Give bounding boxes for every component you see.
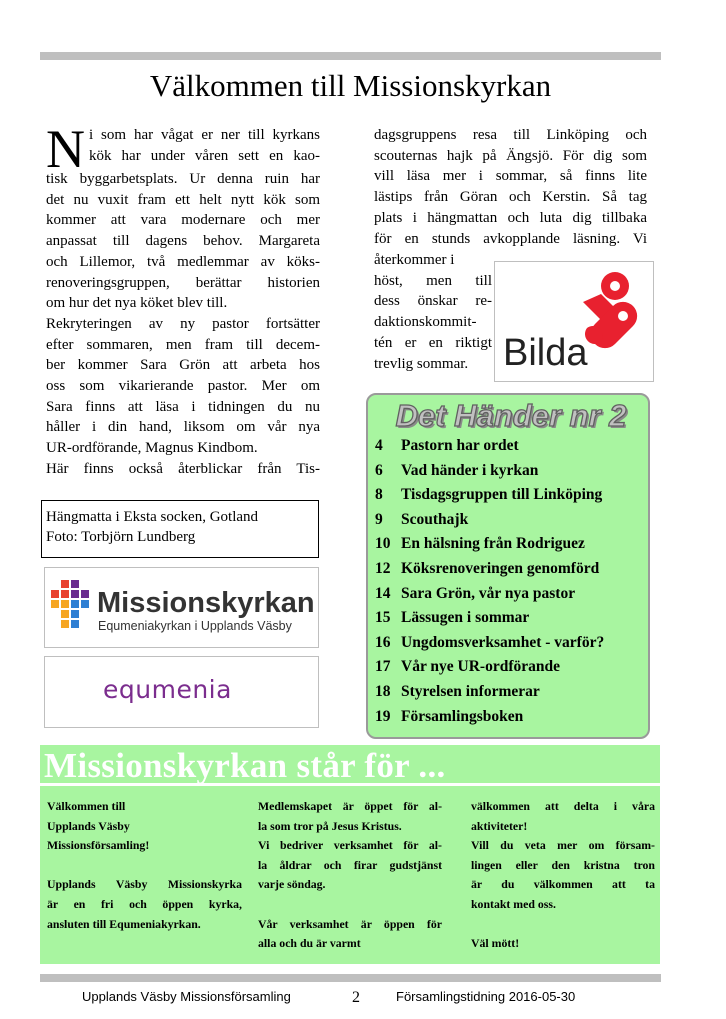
event-title: Pastorn har ordet	[401, 437, 519, 454]
stand-line: ansluten till Equmeniakyrkan.	[47, 916, 201, 931]
article-line: plats i hängmattan och luta dig tillbaka	[374, 209, 647, 226]
article-line: i som har vågat er ner till kyrkans	[89, 127, 320, 143]
event-item	[375, 510, 468, 530]
stand-line: Medlemskapet är öppet för al-	[258, 799, 442, 813]
article-line: höst, men till	[374, 272, 492, 289]
article-line: kök har under våren sett en kao-	[89, 147, 320, 164]
article-line: håller i din hand, liksom om vår nya	[46, 419, 320, 436]
event-title: Vad händer i kyrkan	[401, 461, 539, 479]
stand-line: varje söndag.	[258, 877, 326, 892]
stand-spacer	[47, 856, 242, 876]
stand-line: Upplands Väsby Missionskyrka	[47, 877, 242, 892]
cross-cell	[81, 590, 89, 598]
article-line: efter sommaren, men fram till decem-	[46, 336, 320, 353]
article-lines-col2-narrow	[374, 250, 492, 374]
stand-line: lingen eller den kristna tron	[471, 857, 655, 872]
top-rule	[40, 52, 661, 60]
article-line: Sara finns att läsa i tidningen du nu	[46, 398, 320, 415]
bilda-logo	[494, 261, 654, 382]
stand-spacer	[258, 895, 442, 915]
article-column-1	[46, 119, 320, 480]
stand-line: la åldrar och firar gudstjänst	[258, 857, 442, 872]
stand-line: är en fri och öppen kyrka,	[47, 896, 242, 911]
cross-cell	[71, 590, 79, 598]
stand-body	[40, 786, 660, 964]
cross-cell	[71, 610, 79, 618]
stand-line: Vill du veta mer om försam-	[471, 838, 655, 853]
article-line: anpassat till dagens behov. Margareta	[46, 233, 320, 250]
event-item	[375, 436, 519, 456]
stand-line: Upplands Väsby	[47, 818, 130, 833]
event-item	[375, 633, 604, 653]
event-page-number: 12	[375, 560, 391, 577]
event-item	[375, 461, 538, 481]
page-title: Välkommen till Missionskyrkan	[149, 68, 552, 103]
event-item	[375, 707, 523, 727]
article-line: dagsgruppens resa till Linköping och	[374, 127, 647, 143]
event-page-number: 19	[375, 707, 391, 725]
footer-left: Upplands Väsby Missionsförsamling	[82, 989, 291, 1004]
article-line: daktionskommit-	[374, 314, 477, 331]
event-page-number: 16	[375, 633, 391, 651]
missionskyrkan-logo-graphic	[45, 568, 317, 646]
event-item	[375, 682, 540, 702]
article-line: det nu vuxit fram ett helt nytt kök som	[46, 191, 320, 208]
article-line: dess önskar re-	[374, 293, 492, 310]
event-title: Scouthajk	[401, 510, 469, 528]
photo-caption	[41, 500, 319, 558]
cross-cell	[61, 590, 69, 598]
article-line: vill läsa mer i sommar, så finns lite	[374, 168, 647, 185]
event-item	[375, 657, 560, 677]
article-line: Här finns också återblickar från Tis-	[46, 460, 320, 477]
article-line: renoveringsgruppen, berättar historien	[46, 274, 320, 291]
event-title: Tisdagsgruppen till Linköping	[401, 486, 603, 504]
caption-line-2: Foto: Torbjörn Lundberg	[46, 529, 196, 545]
missionskyrkan-logo	[44, 567, 319, 648]
cross-cell	[81, 600, 89, 608]
stand-column-2	[258, 797, 442, 954]
article-line: Rekryteringen av ny pastor fortsätter	[46, 315, 320, 332]
stand-line: Vi bedriver verksamhet för al-	[258, 838, 442, 853]
stand-spacer	[471, 915, 655, 935]
drop-cap: N	[46, 119, 85, 179]
missionskyrkan-subtitle: Equmeniakyrkan i Upplands Väsby	[98, 619, 292, 633]
event-title: Sara Grön, vår nya pastor	[401, 584, 576, 602]
cross-cell	[71, 620, 79, 628]
article-lines-with-cap	[46, 125, 320, 166]
stand-line: kontakt med oss.	[471, 896, 556, 911]
event-page-number: 17	[375, 658, 391, 676]
cross-cell	[61, 600, 69, 608]
stand-line: la som tror på Jesus Kristus.	[258, 818, 402, 833]
caption-line-1: Hängmatta i Eksta socken, Gotland	[46, 509, 259, 525]
bilda-mark-icon	[583, 272, 637, 348]
article-line: oss som vikarierande pastor. Mer om	[46, 378, 320, 395]
event-item	[375, 584, 575, 604]
cross-cell	[71, 580, 79, 588]
stand-line: aktiviteter!	[471, 818, 528, 833]
article-line: för en stunds avkopplande läsning. Vi	[374, 230, 647, 247]
stand-line: alla och du är varmt	[258, 936, 361, 951]
article-line: scouternas hajk på Ängsjö. För dig som	[374, 147, 647, 164]
events-box	[366, 393, 650, 739]
cross-cell	[61, 620, 69, 628]
footer-right: Församlingstidning 2016-05-30	[396, 989, 576, 1004]
article-line: om hur det nya köket blev till.	[46, 295, 228, 312]
stand-line: Vår verksamhet är öppen för	[258, 916, 442, 931]
cross-grid-icon	[51, 580, 89, 628]
article-line: lästips från Göran och Kerstin. Så tag	[374, 189, 647, 206]
event-title: Församlingsboken	[401, 707, 524, 725]
events-title: Det Händer nr 2	[395, 398, 627, 433]
article-column-2-narrow	[374, 250, 492, 374]
bottom-rule	[40, 974, 661, 982]
event-page-number: 9	[375, 510, 383, 528]
stand-title: Missionskyrkan står för ...	[44, 746, 446, 785]
article-line: trevlig sommar.	[374, 355, 469, 372]
stand-line: Välkommen till	[47, 799, 126, 813]
equmenia-wordmark: equmenia	[103, 675, 232, 704]
cross-cell	[71, 600, 79, 608]
stand-column-1	[47, 797, 242, 934]
article-line: återkommer i	[374, 252, 455, 268]
event-item	[375, 485, 602, 505]
event-title: Köksrenoveringen genomförd	[401, 560, 600, 577]
article-line: UR-ordförande, Magnus Kindbom.	[46, 440, 258, 457]
article-lines	[46, 169, 320, 480]
event-title: Vår nye UR-ordförande	[401, 658, 561, 676]
bilda-wordmark: Bilda	[503, 332, 588, 374]
stand-line: välkommen att delta i våra	[471, 799, 655, 813]
event-page-number: 15	[375, 609, 391, 627]
article-line: tén er en riktigt	[374, 334, 492, 351]
missionskyrkan-wordmark: Missionskyrkan	[97, 587, 315, 619]
cross-cell	[51, 590, 59, 598]
event-item	[375, 608, 529, 628]
event-page-number: 6	[375, 461, 383, 479]
stand-line: Missionsförsamling!	[47, 838, 150, 853]
event-item	[375, 534, 585, 554]
event-page-number: 14	[375, 584, 391, 602]
event-page-number: 8	[375, 486, 383, 504]
event-page-number: 18	[375, 683, 391, 700]
stand-title-bar	[40, 745, 660, 786]
cross-cell	[61, 610, 69, 618]
event-item	[375, 559, 599, 579]
bilda-logo-graphic	[495, 262, 652, 380]
event-page-number: 4	[375, 437, 383, 454]
event-title: En hälsning från Rodriguez	[401, 535, 585, 553]
event-page-number: 10	[375, 535, 391, 553]
article-column-2	[374, 125, 647, 249]
equmenia-logo	[44, 656, 319, 728]
event-title: Ungdomsverksamhet - varför?	[401, 633, 605, 651]
stand-column-3	[471, 797, 655, 954]
page-number: 2	[352, 989, 360, 1006]
article-line: och Lillemor, två medlemmar av köks-	[46, 253, 320, 270]
event-title: Lässugen i sommar	[401, 609, 530, 627]
article-line: ber kommer Sara Grön att arbeta hos	[46, 357, 320, 374]
stand-line: Väl mött!	[471, 936, 520, 951]
article-line: tisk byggarbetsplats. Ur denna ruin har	[46, 171, 320, 187]
stand-line: är du välkommen att ta	[471, 877, 655, 892]
event-title: Styrelsen informerar	[401, 683, 540, 700]
cross-cell	[51, 600, 59, 608]
article-lines-col2	[374, 125, 647, 249]
article-line: kommer att vara modernare och mer	[46, 212, 320, 229]
cross-cell	[61, 580, 69, 588]
